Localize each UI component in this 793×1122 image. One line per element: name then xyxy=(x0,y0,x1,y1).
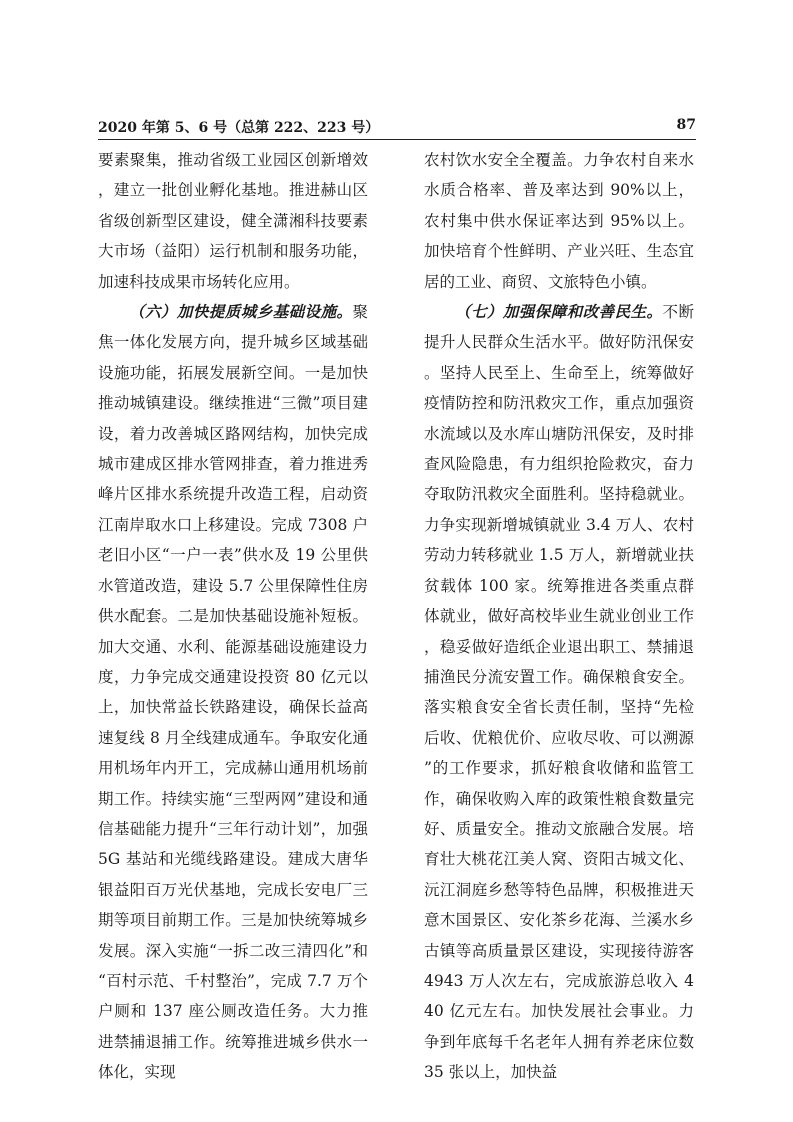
paragraph-section-six xyxy=(98,297,368,1088)
paragraph-section-seven xyxy=(424,297,694,1088)
section-heading: （六）加快提质城乡基础设施。 xyxy=(129,303,353,322)
section-heading: （七）加强保障和改善民生。 xyxy=(455,303,663,322)
issue-info: 2020 年第 5、6 号（总第 222、223 号） xyxy=(98,120,380,136)
left-column xyxy=(98,145,368,1088)
header-rule xyxy=(98,139,696,140)
running-header xyxy=(98,115,696,137)
paragraph: 要素聚集，推动省级工业园区创新增效，建立一批创业孵化基地。推进赫山区省级创新型区建设，健全潇湘科技要素大市场（益阳）运行机制和服务功能，加速科技成果市场转化应用。 xyxy=(98,151,368,291)
page-number: 87 xyxy=(676,117,696,133)
paragraph: 农村饮水安全全覆盖。力争农村自来水水质合格率、普及率达到 90%以上，农村集中供水保证率达到 95%以上。加快培育个性鲜明、产业兴旺、生态宜居的工业、商贸、文旅特色小镇。 xyxy=(424,151,694,291)
paragraph-body: 聚焦一体化发展方向，提升城乡区域基础设施功能，拓展发展新空间。一是加快推动城镇建设。继续推进“三微”项目建设，着力改善城区路网结构，加快完成城市建成区排水管网排查，着力推进秀峰片区排水系统提升改造工程，启动资江南岸取水口上移建设。完成 7308 户老旧小区“一户一表”供水及 19 公里供水管道改造，建设 5.7 公里保障性住房供水配套。二是加快基础设施补短板。加大交通、水利、能源基础设施建设力度，力争完成交通建设投资 80 亿元以上，加快常益长铁路建设，确保长益高速复线 8 月全线建成通车。争取安化通用机场年内开工，完成赫山通用机场前期工作。持续实施“三型两网”建设和通信基础能力提升“三年行动计划”，加强 5G 基站和光缆线路建设。建成大唐华银益阳百万光伏基地，完成长安电厂三期等项目前期工作。三是加快统筹城乡发展。深入实施“一拆二改三清四化”和“百村示范、千村整治”，完成 7.7 万个户厕和 137 座公厕改造任务。大力推进禁捕退捕工作。统筹推进城乡供水一体化，实现 xyxy=(98,303,368,1082)
paragraph-body: 不断提升人民群众生活水平。做好防汛保安。坚持人民至上、生命至上，统筹做好疫情防控和防汛救灾工作，重点加强资水流域以及水库山塘防汛保安，及时排查风险隐患，有力组织抢险救灾，奋力夺取防汛救灾全面胜利。坚持稳就业。力争实现新增城镇就业 3.4 万人、农村劳动力转移就业 1.5 万人，新增就业扶贫载体 100 家。统筹推进各类重点群体就业，做好高校毕业生就业创业工作，稳妥做好造纸企业退出职工、禁捕退捕渔民分流安置工作。确保粮食安全。落实粮食安全省长责任制，坚持“先检后收、优粮优价、应收尽收、可以溯源”的工作要求，抓好粮食收储和监管工作，确保收购入库的政策性粮食数量完好、质量安全。推动文旅融合发展。培育壮大桃花江美人窝、资阳古城文化、沅江洞庭乡愁等特色品牌，积极推进天意木国景区、安化茶乡花海、兰溪水乡古镇等高质量景区建设，实现接待游客 4943 万人次左右，完成旅游总收入 440 亿元左右。加快发展社会事业。力争到年底每千名老年人拥有养老床位数 35 张以上，加快益 xyxy=(424,303,694,1082)
right-column xyxy=(424,145,694,1088)
